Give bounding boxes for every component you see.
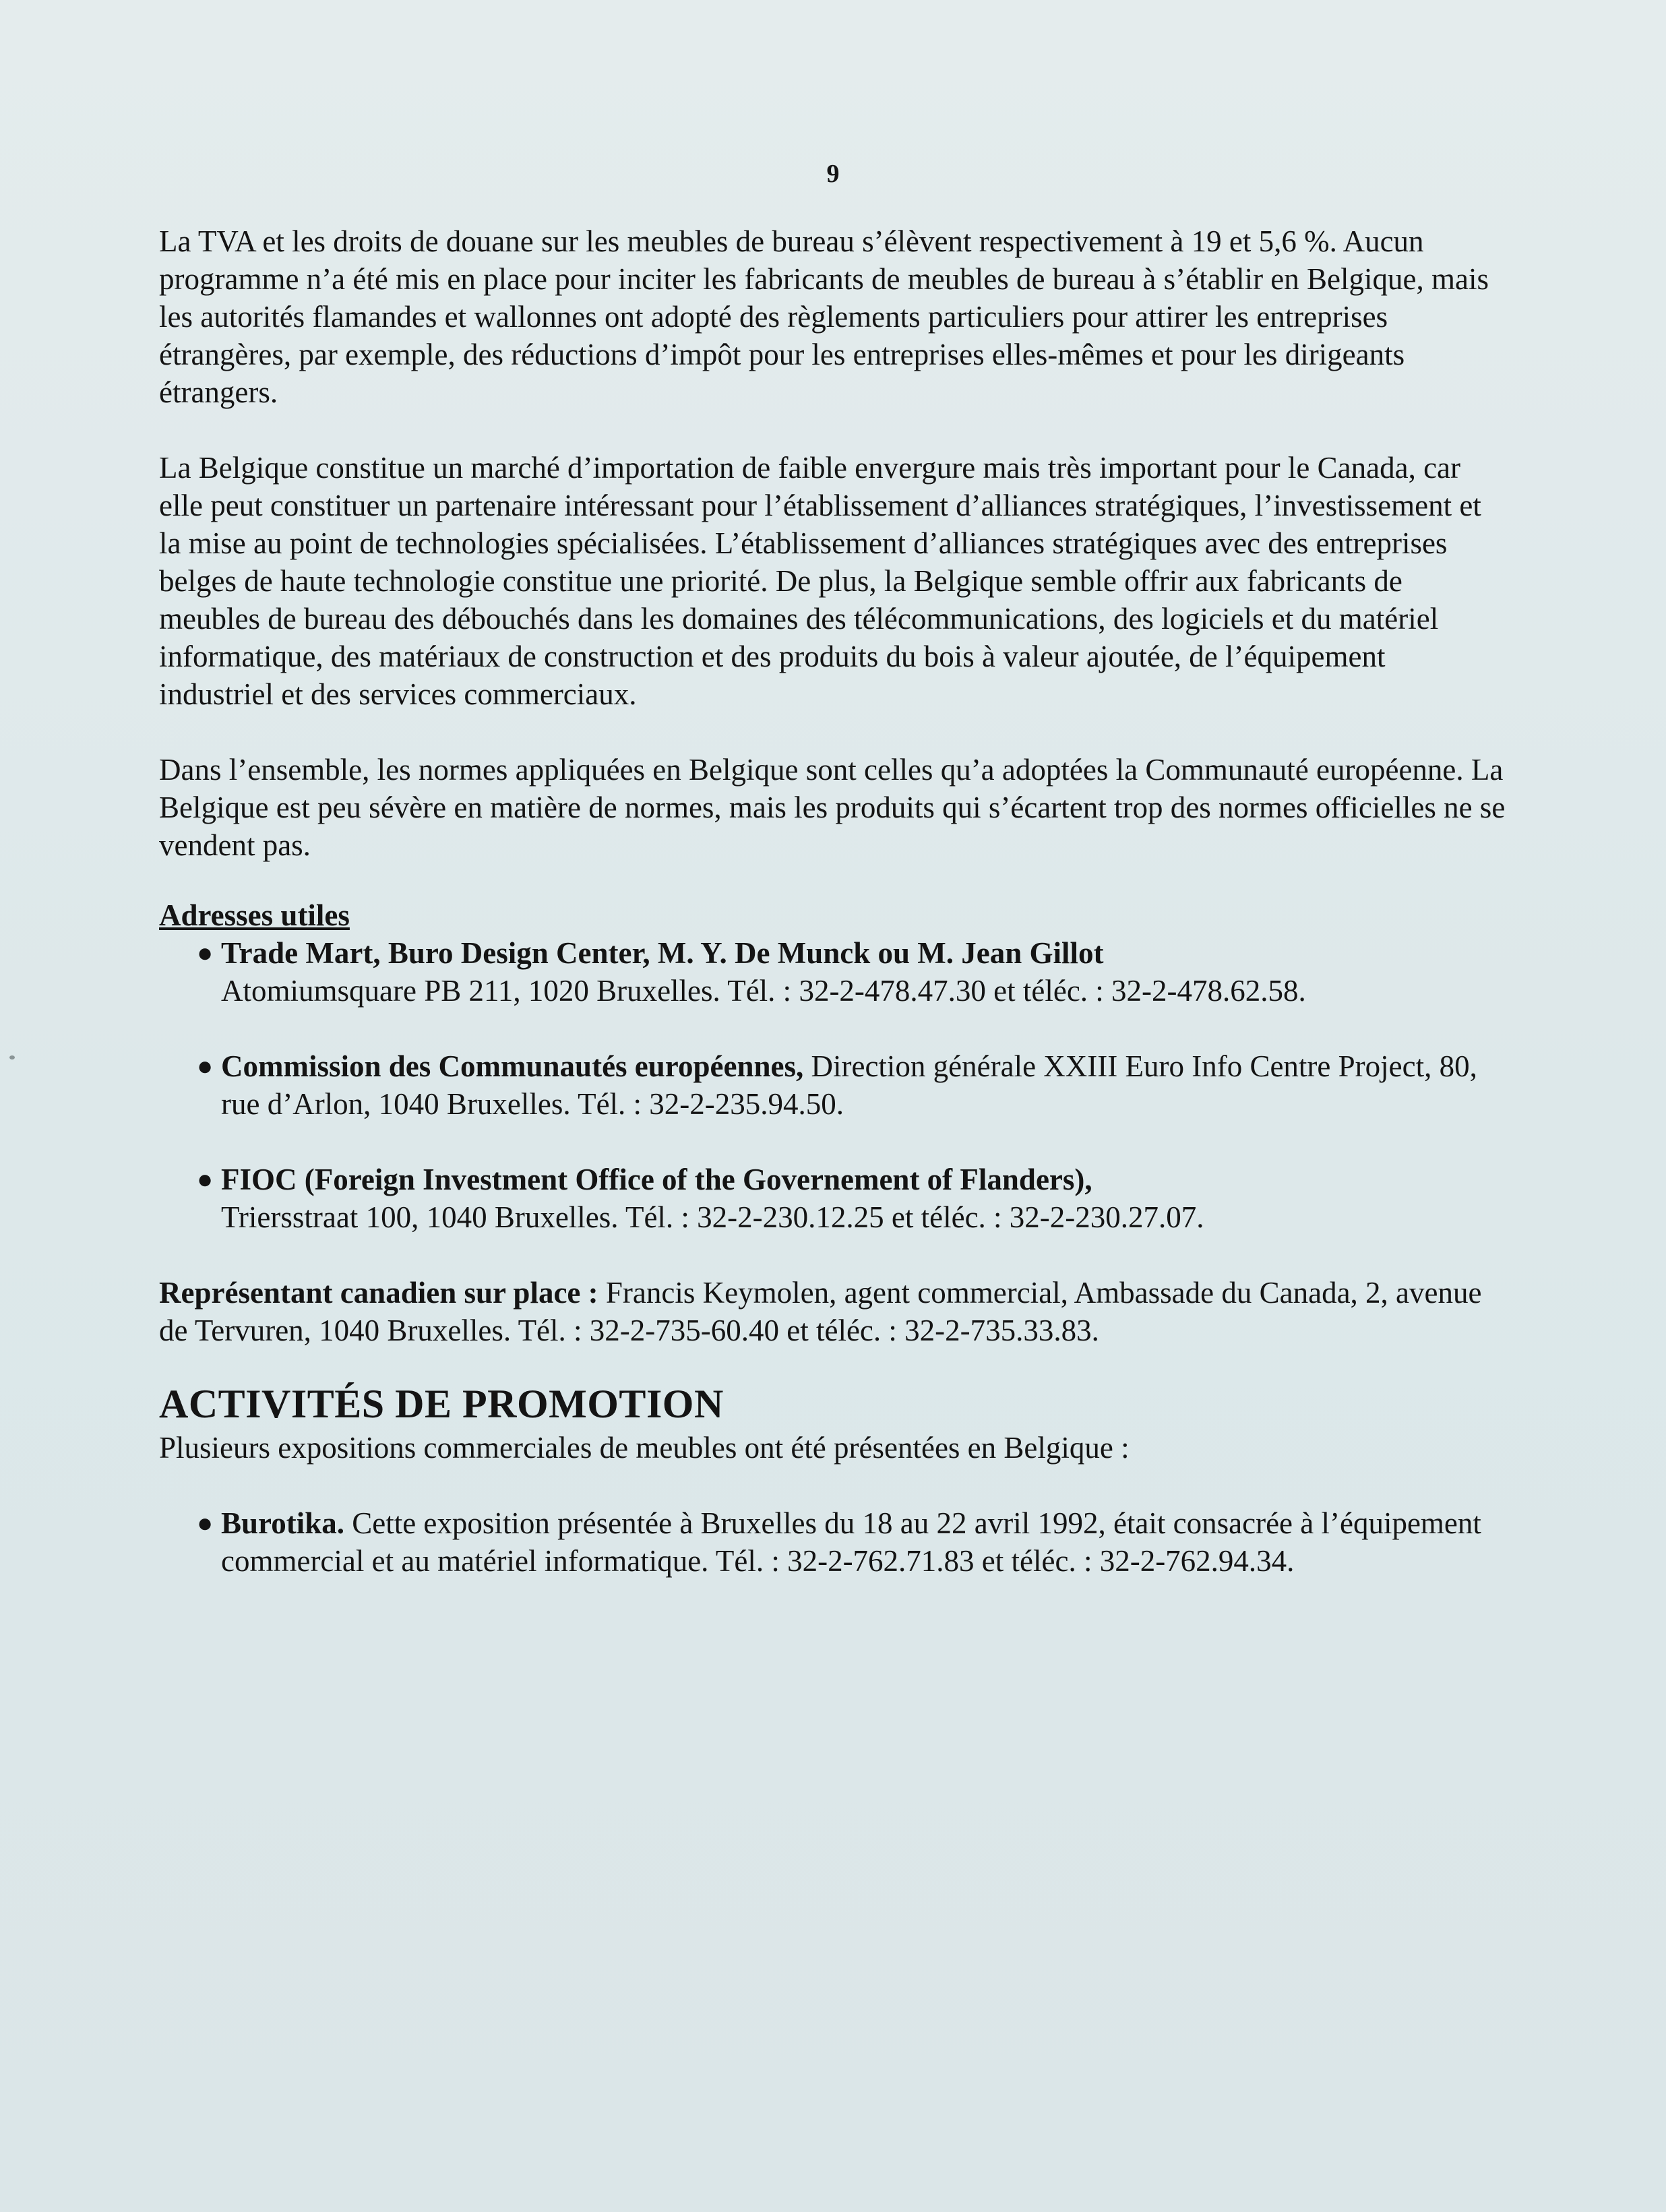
entry-details: Cette exposition présentée à Bruxelles du 18 au 22 avril 1992, était consacrée à l’équipement commercial et au matériel informatique. Tél. : 32-2-762.71.83 et téléc. : 32-2-762.94.34. (221, 1506, 1481, 1578)
address-entry-commission (159, 1047, 1507, 1123)
scan-speck (9, 1055, 15, 1059)
entry-name: FIOC (Foreign Investment Office of the Governement of Flanders), (221, 1163, 1092, 1196)
entry-details: Triersstraat 100, 1040 Bruxelles. Tél. : 32-2-230.12.25 et téléc. : 32-2-230.27.07. (221, 1200, 1204, 1234)
useful-addresses-heading: Adresses utiles (159, 898, 350, 932)
address-entry-trade-mart (159, 934, 1507, 1010)
paragraph-tva: La TVA et les droits de douane sur les meubles de bureau s’élèvent respectivement à 19 et 5,6 %. Aucun programme n’a été mis en place pour inciter les fabricants de meubles de bureau à s’établir en Belgique, mais les autorités flamandes et wallonnes ont adopté des règlements particuliers pour attirer les entreprises étrangères, par exemple, des réductions d’impôt pour les entreprises elles-mêmes et pour les dirigeants étrangers. (159, 224, 1489, 409)
entry-details: Atomiumsquare PB 211, 1020 Bruxelles. Tél. : 32-2-478.47.30 et téléc. : 32-2-478.62.58. (221, 974, 1306, 1008)
entry-name: Commission des Communautés européennes, (221, 1049, 804, 1083)
paragraph-import-market: La Belgique constitue un marché d’importation de faible envergure mais très important pour le Canada, car elle peut constituer un partenaire intéressant pour l’établissement d’alliances stratégiques, l’investissement et la mise au point de technologies spécialisées. L’établissement d’alliances stratégiques avec des entreprises belges de haute technologie constitue une priorité. De plus, la Belgique semble offrir aux fabricants de meubles de bureau des débouchés dans les domaines des télécommunications, des logiciels et du matériel informatique, des matériaux de construction et des produits du bois à valeur ajoutée, de l’équipement industriel et des services commerciaux. (159, 451, 1481, 711)
representative-label: Représentant canadien sur place : (159, 1276, 598, 1310)
bullet-icon: ● (197, 1508, 214, 1538)
representative-paragraph (159, 1274, 1507, 1349)
bullet-icon: ● (197, 938, 214, 968)
page-number: 9 (826, 160, 840, 188)
entry-details: Direction générale XXIII Euro Info Centre Project, 80, rue d’Arlon, 1040 Bruxelles. Tél. : 32-2-235.94.50. (221, 1049, 1477, 1121)
promotion-section-title: ACTIVITÉS DE PROMOTION (159, 1382, 724, 1426)
entry-name: Burotika. (221, 1506, 344, 1540)
promotion-intro: Plusieurs expositions commerciales de meubles ont été présentées en Belgique : (159, 1431, 1130, 1465)
page-content (159, 222, 1507, 1618)
representative-text: Francis Keymolen, agent commercial, Ambassade du Canada, 2, avenue de Tervuren, 1040 Bruxelles. Tél. : 32-2-735-60.40 et téléc. : 32-2-735.33.83. (159, 1276, 1482, 1347)
paragraph-standards: Dans l’ensemble, les normes appliquées en Belgique sont celles qu’a adoptées la Communauté européenne. La Belgique est peu sévère en matière de normes, mais les produits qui s’écartent trop des normes officielles ne se vendent pas. (159, 753, 1506, 862)
entry-name: Trade Mart, Buro Design Center, M. Y. De Munck ou M. Jean Gillot (221, 936, 1104, 970)
bullet-icon: ● (197, 1051, 214, 1081)
address-entry-fioc (159, 1161, 1507, 1236)
bullet-icon: ● (197, 1164, 214, 1194)
promotion-entry-burotika (159, 1504, 1507, 1580)
